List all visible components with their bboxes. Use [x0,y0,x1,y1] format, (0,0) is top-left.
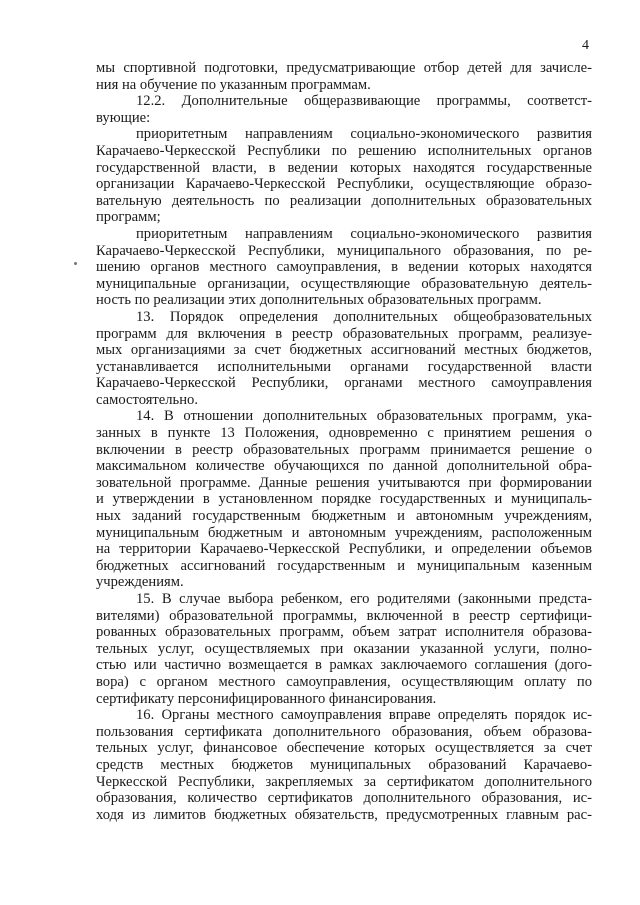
text-line: включении в реестр образовательных программ принимается решение о [96,441,592,458]
text-line: зовательной программе. Данные решения учитываются при формировании [96,474,592,491]
text-line: вора) с органом местного самоуправления, осуществляющим оплату по [96,673,592,690]
text-line: тельных услуг, осуществляемых при оказании указанной услуги, полно- [96,640,592,657]
text-line: Карачаево-Черкесской Республики по решению исполнительных органов [96,142,592,159]
margin-dot [74,262,77,265]
text-line: ходя из лимитов бюджетных обязательств, предусмотренных главным рас- [96,806,592,823]
text-line: стью или частично возмещается в рамках заключаемого соглашения (дого- [96,657,592,674]
text-line: программ для включения в реестр образовательных программ, реализуе- [96,325,592,342]
text-line: сертификату персонифицированного финансирования. [96,690,437,707]
text-line: Карачаево-Черкесской Республики, органами местного самоуправления [96,375,592,392]
text-line: средств местных бюджетов муниципальных образований Карачаево- [96,756,592,773]
text-line: шению органов местного самоуправления, в ведении которых находятся [96,259,592,276]
page-number: 4 [582,38,589,53]
text-line: ния на обучение по указанным программам. [96,76,371,93]
text-line: и утверждении в установленном порядке государственных и муниципаль- [96,491,592,508]
text-line: муниципальным бюджетным и автономным учреждениям, расположенным [96,524,592,541]
text-line: 12.2. Дополнительные общеразвивающие программы, соответст- [136,93,592,110]
text-line: организации Карачаево-Черкесской Республики, осуществляющие образо- [96,176,592,193]
text-line: государственной власти, в ведении которых находятся государственные [96,159,592,176]
text-line: программ; [96,209,161,226]
text-line: вителями) образовательной программы, включенной в реестр сертифици- [96,607,592,624]
text-line: ных заданий государственным бюджетным и автономным учреждениям, [96,508,592,525]
text-line: Карачаево-Черкесской Республики, муниципального образования, по ре- [96,242,592,259]
text-line: ность по реализации этих дополнительных образовательных программ. [96,292,542,309]
text-line: 14. В отношении дополнительных образовательных программ, ука- [136,408,592,425]
text-line: на территории Карачаево-Черкесской Республики, и определении объемов [96,541,592,558]
text-line: тельных услуг, финансовое обеспечение которых осуществляется за счет [96,740,592,757]
text-line: вательную деятельность по реализации дополнительных образовательных [96,192,592,209]
text-line: приоритетным направлениям социально-экономического развития [136,126,592,143]
text-line: максимальном количестве обучающихся по данной дополнительной обра- [96,458,592,475]
text-line: Черкесской Республики, закрепляемых за сертификатом дополнительного [96,773,592,790]
text-line: мы спортивной подготовки, предусматривающие отбор детей для зачисле- [96,60,592,76]
text-line: мых организациями за счет бюджетных ассигнований местных бюджетов, [96,342,592,359]
text-line: муниципальные организации, осуществляющие образовательную деятель- [96,275,592,292]
text-line: вующие: [96,109,151,126]
text-line: бюджетных ассигнований государственным и муниципальным казенным [96,557,592,574]
text-line: 15. В случае выбора ребенком, его родителями (законными предста- [136,591,592,607]
text-line: пользования сертификата дополнительного образования, объем образова- [96,723,592,740]
text-line: приоритетным направлениям социально-экономического развития [136,225,592,242]
text-line: занных в пункте 13 Положения, одновременно с принятием решения о [96,425,592,442]
text-line: учреждениям. [96,574,184,591]
text-line: устанавливается исполнительными органами государственной власти [96,358,592,375]
text-line: 16. Органы местного самоуправления вправе определять порядок ис- [136,707,592,724]
text-line: самостоятельно. [96,391,198,408]
document-body [96,60,592,823]
text-line: рованных образовательных программ, объем затрат исполнителя образова- [96,624,592,641]
text-line: образования, количество сертификатов дополнительного образования, ис- [96,790,592,807]
text-line: 13. Порядок определения дополнительных общеобразовательных [136,308,592,325]
